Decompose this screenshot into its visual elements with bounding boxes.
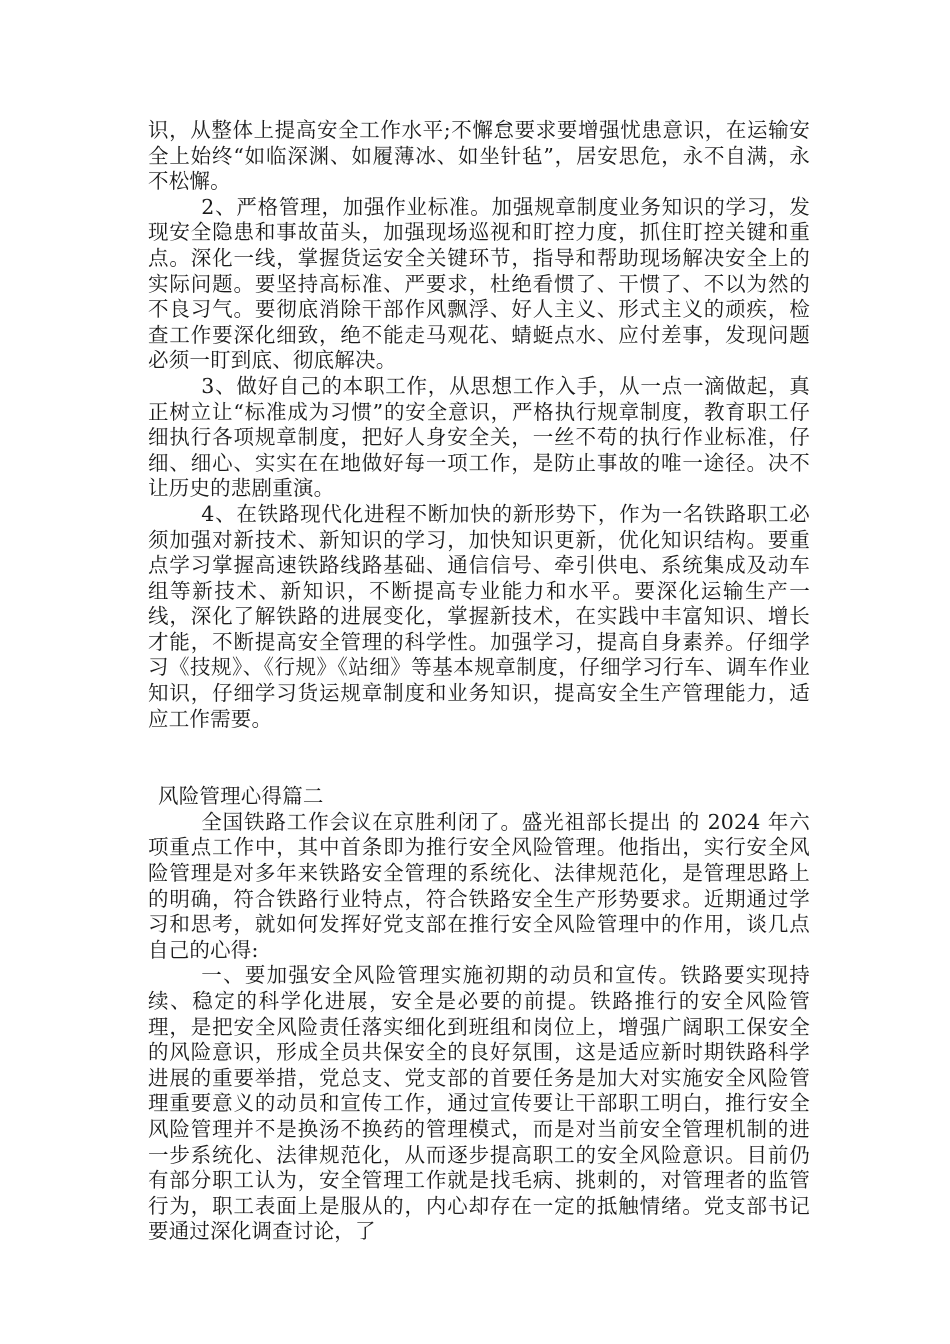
paragraph-modernization-learning: 4、在铁路现代化进程不断加快的新形势下，作为一名铁路职工必须加强对新技术、新知识的学习，加快知识更新，优化知识结构。要重点学习掌握高速铁路线路基础、通信信号、牵引供电、系统集成及动车组等新技术、新知识，不断提高专业能力和水平。要深化运输生产一线，深化了解铁路的进展变化，掌握新技术，在实践中丰富知识、增长才能，不断提高安全管理的科学性。加强学习，提高自身素养。仔细学习《技规》、《行规》《站细》等基本规章制度，仔细学习行车、调车作业知识，仔细学习货运规章制度和业务知识，提高安全生产管理能力，适应工作需要。: [148, 501, 810, 731]
section-heading: 风险管理心得篇二: [158, 784, 324, 809]
document-page: [148, 118, 810, 1245]
paragraph-own-duty: 3、做好自己的本职工作，从思想工作入手，从一点一滴做起，真正树立让“标准成为习惯”的安全意识，严格执行规章制度，教育职工仔细执行各项规章制度，把好人身安全关，一丝不苟的执行作业标准，仔细、细心、实实在在地做好每一项工作，是防止事故的唯一途径。决不让历史的悲剧重演。: [148, 373, 810, 501]
section-gap: [148, 732, 810, 784]
paragraph-strict-management: 2、严格管理，加强作业标准。加强规章制度业务知识的学习，发现安全隐患和事故苗头，加强现场巡视和盯控力度，抓住盯控关键和重点。深化一线，掌握货运安全关键环节，指导和帮助现场解决安全上的实际问题。要坚持高标准、严要求，杜绝看惯了、干惯了、不以为然的不良习气。要彻底消除干部作风飘浮、好人主义、形式主义的顽疾，检查工作要深化细致，绝不能走马观花、蜻蜓点水、应付差事，发现问题必须一盯到底、彻底解决。: [148, 194, 810, 373]
paragraph-continuation: 识，从整体上提高安全工作水平;不懈怠要求要增强忧患意识，在运输安全上始终“如临深渊、如履薄冰、如坐针毡”，居安思危，永不自满，永不松懈。: [148, 118, 810, 194]
paragraph-railway-conference: 全国铁路工作会议在京胜利闭了。盛光祖部长提出 的 2024 年六项重点工作中，其中首条即为推行安全风险管理。他指出，实行安全风险管理是对多年来铁路安全管理的系统化、法律规范化，是管理思路上的明确，符合铁路行业特点，符合铁路安全生产形势要求。近期通过学习和思考，就如何发挥好党支部在推行安全风险管理中的作用，谈几点自己的心得:: [148, 809, 810, 962]
paragraph-mobilization-publicity: 一、要加强安全风险管理实施初期的动员和宣传。铁路要实现持续、稳定的科学化进展，安全是必要的前提。铁路推行的安全风险管理，是把安全风险责任落实细化到班组和岗位上，增强广阔职工保安全的风险意识，形成全员共保安全的良好氛围，这是适应新时期铁路科学进展的重要举措，党总支、党支部的首要任务是加大对实施安全风险管理重要意义的动员和宣传工作，通过宣传要让干部职工明白，推行安全风险管理并不是换汤不换药的管理模式，而是对当前安全管理机制的进一步系统化、法律规范化，从而逐步提高职工的安全风险意识。目前仍有部分职工认为，安全管理工作就是找毛病、挑刺的，对管理者的监管行为，职工表面上是服从的，内心却存在一定的抵触情绪。党支部书记要通过深化调查讨论，了: [148, 963, 810, 1244]
